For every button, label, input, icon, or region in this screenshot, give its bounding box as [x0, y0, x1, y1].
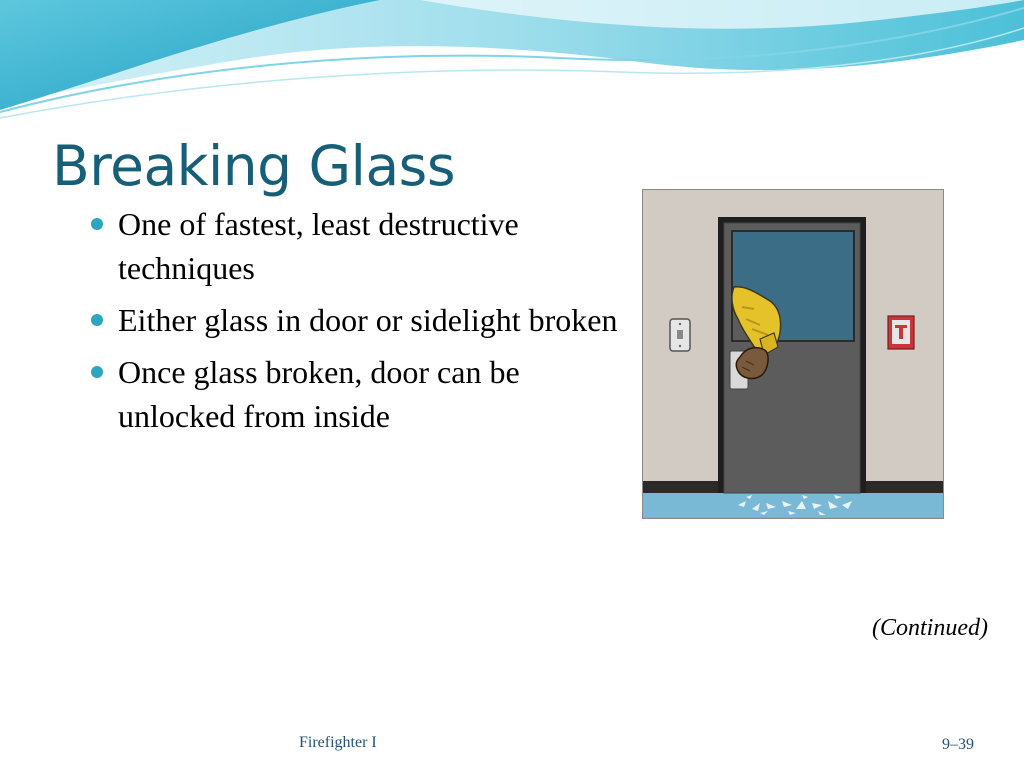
door-glass-breaking-illustration — [642, 189, 944, 519]
footer-slide-number: 9–39 — [942, 736, 974, 753]
fire-alarm-pull-icon — [888, 316, 914, 349]
continued-note: (Continued) — [872, 615, 988, 641]
bullet-text: One of fastest, least destructive techniques — [118, 206, 519, 286]
bullet-text: Once glass broken, door can be unlocked from inside — [118, 354, 520, 434]
header-wave-decoration — [0, 0, 1024, 120]
bullet-icon — [91, 366, 103, 378]
footer-course-title: Firefighter I — [299, 734, 377, 751]
bullet-text: Either glass in door or sidelight broken — [118, 302, 618, 338]
slide-title: Breaking Glass — [52, 134, 455, 198]
light-switch-icon — [670, 319, 690, 351]
bullet-list — [82, 202, 627, 446]
bullet-item — [82, 350, 627, 438]
bullet-item — [82, 298, 627, 342]
bullet-item — [82, 202, 627, 290]
bullet-icon — [91, 218, 103, 230]
bullet-icon — [91, 314, 103, 326]
